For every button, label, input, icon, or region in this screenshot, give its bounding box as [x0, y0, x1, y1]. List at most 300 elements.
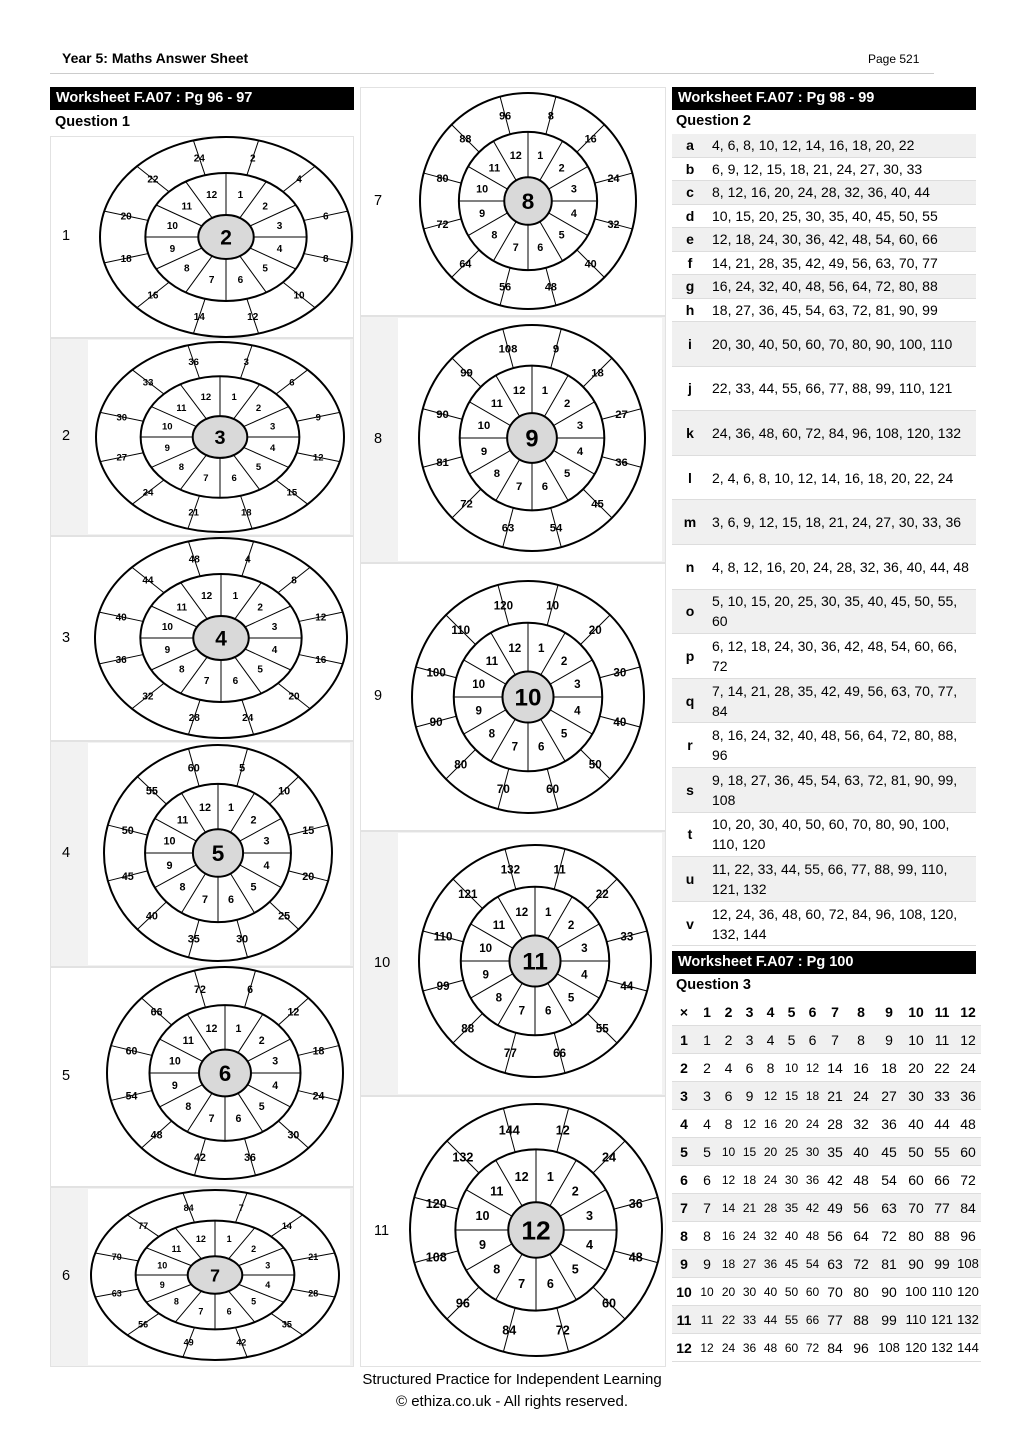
wheel-factor: 5: [567, 991, 575, 1005]
wheel-factor: 5: [262, 263, 268, 275]
sequence-letter: m: [683, 514, 697, 531]
wheel-factor: 6: [544, 1004, 552, 1018]
wheel-product: 45: [591, 498, 604, 511]
wheel-factor: 2: [571, 1184, 579, 1199]
wheel-center-number: 10: [514, 684, 542, 712]
wheel-factor: 7: [202, 893, 209, 906]
table-cell: 10: [718, 1138, 739, 1166]
wheel-product: 108: [425, 1250, 447, 1265]
table-cell: 72: [875, 1222, 903, 1250]
table-cell: 25: [781, 1138, 802, 1166]
table-cell: 35: [781, 1194, 802, 1222]
wheel-product: 88: [461, 1022, 475, 1036]
wheel-product: 88: [459, 133, 472, 146]
wheel-factor: 8: [491, 229, 498, 242]
table-cell: 48: [760, 1334, 781, 1362]
wheel-factor: 9: [159, 1279, 165, 1290]
table-cell: 42: [823, 1166, 847, 1194]
wheel-center-number: 3: [214, 427, 226, 450]
table-cell: 66: [802, 1306, 823, 1334]
wheel-number: 1: [62, 228, 71, 244]
wheel-number: 9: [374, 688, 383, 704]
sequence-letter: b: [685, 160, 695, 177]
table-cell: 10: [903, 1026, 929, 1054]
multiplication-wheel: [406, 1100, 666, 1360]
wheel-factor: 1: [546, 1169, 554, 1184]
table-row: [672, 1054, 981, 1082]
sequence-values: 14, 21, 28, 35, 42, 49, 56, 63, 70, 77: [712, 254, 938, 271]
wheel-factor: 5: [255, 461, 262, 473]
wheel-factor: 12: [514, 1169, 529, 1184]
sequence-values: 9, 18, 27, 36, 45, 54, 63, 72, 81, 90, 99, 108: [712, 771, 958, 808]
wheel-product: 48: [544, 281, 557, 294]
wheel-product: 35: [187, 933, 200, 946]
table-row: [672, 1194, 981, 1222]
table-cell: 3: [739, 1026, 760, 1054]
wheel-product: 24: [142, 487, 154, 499]
table-column-header: 7: [823, 998, 847, 1026]
multiplication-wheel: [100, 741, 336, 965]
sequence-row: [672, 679, 976, 724]
table-cell: 12: [739, 1110, 760, 1138]
table-cell: 12: [955, 1026, 981, 1054]
wheel-factor: 2: [251, 1243, 257, 1254]
sequence-letter: n: [685, 558, 695, 575]
table-column-header: 10: [903, 998, 929, 1026]
wheel-factor: 8: [179, 881, 186, 894]
wheel-factor: 12: [512, 385, 526, 398]
question-3-label: Question 3: [676, 977, 751, 993]
wheel-product: 15: [302, 824, 315, 837]
wheel-product: 2: [249, 153, 256, 165]
wheel-product: 77: [138, 1220, 149, 1231]
wheel-factor: 1: [237, 190, 244, 202]
wheel-factor: 4: [581, 968, 588, 982]
table-cell: 15: [781, 1082, 802, 1110]
wheel-product: 50: [588, 758, 602, 772]
wheel-product: 81: [436, 457, 449, 470]
table-cell: 24: [955, 1054, 981, 1082]
wheel-product: 144: [498, 1123, 520, 1138]
wheel-factor: 8: [179, 664, 185, 676]
sequence-values: 10, 15, 20, 25, 30, 35, 40, 45, 50, 55: [712, 207, 938, 224]
table-column-header: 11: [929, 998, 955, 1026]
wheel-product: 33: [620, 930, 634, 944]
sequence-row: [672, 299, 976, 323]
wheel-product: 18: [312, 1045, 325, 1058]
wheel-product: 18: [591, 367, 604, 380]
table-cell: 12: [718, 1166, 739, 1194]
table-cell: 30: [781, 1166, 802, 1194]
table-cell: 90: [875, 1278, 903, 1306]
table-row: [672, 1026, 981, 1054]
table-cell: 60: [955, 1138, 981, 1166]
wheel-factor: 8: [178, 461, 185, 473]
wheel-product: 24: [607, 172, 620, 185]
wheel-product: 36: [188, 357, 199, 369]
wheel-product: 120: [425, 1196, 447, 1211]
table-column-header: 3: [739, 998, 760, 1026]
table-cell: 42: [802, 1194, 823, 1222]
table-cell: 6: [718, 1082, 739, 1110]
wheel-factor: 7: [208, 1112, 215, 1125]
sequence-values: 6, 9, 12, 15, 18, 21, 24, 27, 30, 33: [712, 160, 923, 177]
table-cell: 4: [696, 1110, 718, 1138]
sequence-values: 22, 33, 44, 55, 66, 77, 88, 99, 110, 121: [712, 380, 953, 397]
wheel-number: 10: [374, 954, 391, 971]
wheel-factor: 11: [171, 1243, 182, 1254]
table-cell: 80: [903, 1222, 929, 1250]
wheel-product: 80: [436, 172, 449, 185]
footer-copyright: © ethiza.co.uk - All rights reserved.: [396, 1393, 628, 1410]
wheel-factor: 6: [235, 1112, 242, 1125]
wheel-factor: 6: [546, 1277, 554, 1292]
sequence-row: [672, 723, 976, 768]
table-cell: 110: [903, 1306, 929, 1334]
wheel-factor: 1: [537, 149, 544, 162]
wheel-factor: 11: [490, 397, 503, 410]
wheel-factor: 2: [564, 397, 571, 410]
wheel-factor: 5: [571, 1262, 579, 1277]
table-cell: 8: [847, 1026, 875, 1054]
sequence-letter: j: [688, 380, 692, 397]
wheel-factor: 5: [250, 881, 257, 894]
table-row-header: 8: [672, 1222, 696, 1250]
wheel-product: 66: [150, 1006, 163, 1019]
wheel-product: 36: [244, 1151, 256, 1164]
wheel-product: 8: [323, 253, 329, 265]
wheel-product: 11: [553, 863, 566, 877]
wheel-factor: 9: [480, 445, 488, 458]
sequence-row: [672, 275, 976, 299]
sequence-values: 6, 12, 18, 24, 30, 36, 42, 48, 54, 60, 66, 72: [712, 637, 958, 674]
table-cell: 100: [903, 1278, 929, 1306]
wheel-factor: 12: [206, 190, 218, 202]
wheel-factor: 7: [208, 275, 215, 287]
sequence-letter: p: [685, 647, 695, 664]
wheel-product: 36: [628, 1196, 643, 1211]
table-column-header: 4: [760, 998, 781, 1026]
sequence-row: [672, 322, 976, 367]
table-row-header: 12: [672, 1334, 696, 1362]
table-cell: 9: [875, 1026, 903, 1054]
sequence-row: [672, 252, 976, 276]
wheel-product: 3: [243, 357, 249, 369]
table-cell: 55: [929, 1138, 955, 1166]
wheel-product: 96: [499, 110, 512, 123]
wheel-product: 96: [455, 1296, 470, 1311]
table-cell: 40: [760, 1278, 781, 1306]
wheel-factor: 5: [251, 1296, 257, 1307]
table-column-header: 1: [696, 998, 718, 1026]
table-cell: 20: [760, 1138, 781, 1166]
table-cell: 60: [903, 1166, 929, 1194]
wheel-factor: 5: [258, 1100, 265, 1113]
wheel-product: 42: [194, 1151, 206, 1164]
wheel-product: 25: [278, 910, 291, 923]
table-row-header: 9: [672, 1250, 696, 1278]
table-row: [672, 1250, 981, 1278]
wheel-product: 36: [615, 457, 628, 470]
table-cell: 108: [875, 1334, 903, 1362]
wheel-factor: 9: [478, 1237, 486, 1252]
table-cell: 77: [929, 1194, 955, 1222]
wheel-factor: 4: [276, 243, 283, 255]
table-cell: 81: [875, 1250, 903, 1278]
wheel-factor: 11: [181, 201, 193, 213]
wheel-product: 16: [315, 654, 327, 666]
table-cell: 72: [955, 1166, 981, 1194]
sequence-row: [672, 181, 976, 205]
footer-tagline: Structured Practice for Independent Learning: [362, 1371, 662, 1388]
sequence-row: [672, 902, 976, 947]
wheel-product: 42: [236, 1337, 247, 1348]
wheel-product: 80: [454, 758, 468, 772]
sequence-values: 7, 14, 21, 28, 35, 42, 49, 56, 63, 70, 77, 84: [712, 682, 958, 719]
wheel-product: 55: [145, 785, 158, 798]
wheel-center-number: 12: [521, 1215, 551, 1246]
wheel-factor: 11: [490, 1184, 504, 1199]
page-number: Page 521: [868, 52, 920, 66]
wheel-factor: 7: [518, 1277, 526, 1292]
wheel-product: 20: [288, 691, 300, 703]
wheel-factor: 9: [164, 443, 170, 455]
sequence-row: [672, 768, 976, 813]
sequence-values: 4, 8, 12, 16, 20, 24, 28, 32, 36, 40, 44, 48: [712, 558, 969, 575]
sequence-values: 11, 22, 33, 44, 55, 66, 77, 88, 99, 110, 121, 132: [712, 860, 948, 897]
wheel-product: 9: [552, 343, 560, 356]
wheel-product: 40: [584, 258, 597, 271]
table-cell: 2: [718, 1026, 739, 1054]
wheel-product: 9: [315, 412, 321, 424]
sequence-row: [672, 367, 976, 412]
wheel-factor: 12: [201, 591, 213, 603]
question-2-label: Question 2: [676, 113, 751, 129]
wheel-center-number: 8: [521, 189, 535, 215]
wheel-center-number: 11: [522, 948, 548, 976]
table-cell: 18: [875, 1054, 903, 1082]
table-cell: 144: [955, 1334, 981, 1362]
wheel-factor: 8: [493, 468, 500, 481]
table-cell: 27: [875, 1082, 903, 1110]
table-cell: 63: [875, 1194, 903, 1222]
wheel-product: 6: [289, 377, 295, 389]
table-row: [672, 1110, 981, 1138]
table-row-header: 7: [672, 1194, 696, 1222]
sequence-letter: g: [685, 278, 695, 295]
wheel-factor: 10: [472, 677, 486, 691]
wheel-center-number: 5: [211, 841, 225, 867]
wheel-factor: 11: [492, 919, 506, 933]
table-column-header: 9: [875, 998, 903, 1026]
table-cell: 9: [739, 1082, 760, 1110]
wheel-factor: 10: [476, 183, 489, 196]
wheel-product: 10: [546, 599, 560, 613]
table-column-header: 12: [955, 998, 981, 1026]
wheel-factor: 2: [258, 1034, 265, 1047]
table-cell: 54: [875, 1166, 903, 1194]
table-corner: ×: [672, 998, 696, 1026]
table-cell: 36: [955, 1082, 981, 1110]
table-cell: 50: [781, 1278, 802, 1306]
wheel-product: 120: [493, 599, 514, 613]
question-1-label: Question 1: [55, 114, 130, 130]
wheel-factor: 6: [537, 740, 545, 754]
wheel-factor: 12: [205, 1022, 218, 1035]
worksheet-q2-title: Worksheet F.A07 : Pg 98 - 99: [672, 87, 976, 110]
wheel-factor: 4: [270, 443, 276, 455]
table-cell: 84: [955, 1194, 981, 1222]
table-row: [672, 1278, 981, 1306]
table-row-header: 1: [672, 1026, 696, 1054]
table-cell: 12: [696, 1334, 718, 1362]
table-cell: 6: [802, 1026, 823, 1054]
table-row: [672, 1082, 981, 1110]
table-cell: 40: [903, 1110, 929, 1138]
wheel-factor: 3: [270, 421, 276, 433]
wheel-product: 90: [436, 409, 449, 422]
table-cell: 40: [847, 1138, 875, 1166]
wheel-factor: 4: [586, 1237, 594, 1252]
sequence-values: 5, 10, 15, 20, 25, 30, 35, 40, 45, 50, 55, 60: [712, 593, 958, 630]
table-cell: 44: [929, 1110, 955, 1138]
wheel-product: 28: [308, 1288, 319, 1299]
table-cell: 24: [718, 1334, 739, 1362]
sequence-row: [672, 205, 976, 229]
wheel-factor: 2: [255, 402, 262, 414]
wheel-factor: 8: [184, 263, 190, 275]
table-cell: 56: [847, 1194, 875, 1222]
wheel-factor: 10: [477, 420, 491, 433]
wheel-product: 32: [607, 218, 620, 231]
table-cell: 20: [781, 1110, 802, 1138]
wheel-factor: 7: [511, 740, 519, 754]
wheel-product: 4: [296, 174, 302, 186]
table-cell: 96: [847, 1334, 875, 1362]
sequence-values: 8, 12, 16, 20, 24, 28, 32, 36, 40, 44: [712, 184, 930, 201]
wheel-factor: 5: [257, 664, 263, 676]
sequence-values: 8, 16, 24, 32, 40, 48, 56, 64, 72, 80, 88, 96: [712, 727, 958, 764]
sequence-row: [672, 813, 976, 858]
sequence-row: [672, 590, 976, 635]
sequence-values: 24, 36, 48, 60, 72, 84, 96, 108, 120, 132: [712, 424, 962, 441]
wheel-number: 8: [374, 430, 383, 447]
table-cell: 48: [847, 1166, 875, 1194]
wheel-factor: 1: [231, 392, 237, 404]
table-column-header: 2: [718, 998, 739, 1026]
sequence-letter: k: [686, 424, 694, 441]
wheel-product: 48: [188, 554, 200, 566]
wheel-factor: 7: [512, 241, 519, 254]
wheel-product: 35: [281, 1319, 292, 1330]
table-cell: 120: [903, 1334, 929, 1362]
wheel-product: 60: [187, 762, 200, 775]
table-cell: 8: [760, 1054, 781, 1082]
table-cell: 20: [903, 1054, 929, 1082]
wheel-product: 54: [549, 522, 563, 535]
wheel-factor: 10: [162, 421, 173, 433]
wheel-factor: 11: [176, 814, 189, 827]
wheel-factor: 1: [226, 1234, 232, 1245]
table-cell: 16: [847, 1054, 875, 1082]
table-cell: 60: [781, 1334, 802, 1362]
wheel-product: 4: [244, 554, 251, 566]
wheel-factor: 5: [560, 727, 568, 741]
sequence-letter: a: [686, 137, 694, 154]
wheel-factor: 4: [570, 208, 577, 221]
wheel-factor: 7: [203, 676, 210, 688]
sequence-row: [672, 545, 976, 590]
wheel-center-number: 4: [215, 627, 227, 651]
multiplication-wheel: [96, 133, 356, 341]
wheel-product: 30: [116, 412, 128, 424]
wheel-product: 44: [142, 575, 154, 587]
table-cell: 60: [802, 1278, 823, 1306]
wheel-product: 20: [120, 211, 132, 223]
wheel-product: 48: [150, 1129, 163, 1142]
table-cell: 6: [696, 1166, 718, 1194]
wheel-factor: 4: [576, 445, 584, 458]
wheel-factor: 2: [567, 919, 575, 933]
multiplication-wheel: [92, 338, 348, 536]
multiplication-wheel: [415, 321, 649, 555]
table-cell: 21: [739, 1194, 760, 1222]
table-cell: 2: [696, 1054, 718, 1082]
multiplication-wheel: [416, 89, 640, 313]
wheel-factor: 10: [157, 1260, 168, 1271]
wheel-product: 60: [546, 783, 560, 797]
wheel-factor: 4: [265, 1279, 271, 1290]
wheel-factor: 8: [493, 1262, 501, 1277]
wheel-product: 56: [138, 1319, 149, 1330]
wheel-factor: 2: [257, 602, 263, 614]
wheel-factor: 7: [518, 1004, 526, 1018]
wheel-product: 49: [183, 1337, 194, 1348]
wheel-product: 121: [458, 887, 478, 901]
wheel-center-number: 2: [220, 226, 232, 250]
table-row-header: 5: [672, 1138, 696, 1166]
sequence-row: [672, 134, 976, 158]
table-cell: 84: [823, 1334, 847, 1362]
wheel-product: 108: [498, 343, 518, 356]
wheel-factor: 2: [558, 162, 565, 175]
wheel-product: 54: [125, 1090, 138, 1103]
wheel-factor: 8: [185, 1100, 192, 1113]
wheel-factor: 6: [232, 676, 239, 688]
wheel-product: 72: [436, 218, 449, 231]
table-cell: 70: [903, 1194, 929, 1222]
table-cell: 16: [718, 1222, 739, 1250]
table-cell: 40: [781, 1222, 802, 1250]
wheel-product: 70: [496, 783, 510, 797]
table-cell: 63: [823, 1250, 847, 1278]
table-cell: 15: [739, 1138, 760, 1166]
wheel-product: 14: [193, 311, 205, 323]
wheel-product: 24: [602, 1150, 617, 1165]
table-cell: 10: [781, 1054, 802, 1082]
table-cell: 30: [903, 1082, 929, 1110]
table-cell: 21: [823, 1082, 847, 1110]
sequence-values: 20, 30, 40, 50, 60, 70, 80, 90, 100, 110: [712, 335, 953, 352]
sequence-letter: c: [686, 184, 694, 201]
wheel-factor: 3: [581, 941, 588, 955]
wheel-factor: 8: [173, 1296, 179, 1307]
table-cell: 18: [739, 1166, 760, 1194]
wheel-product: 16: [584, 133, 597, 146]
sequence-letter: l: [688, 469, 692, 486]
wheel-product: 60: [125, 1045, 138, 1058]
worksheet-q1-title: Worksheet F.A07 : Pg 96 - 97: [50, 87, 354, 110]
